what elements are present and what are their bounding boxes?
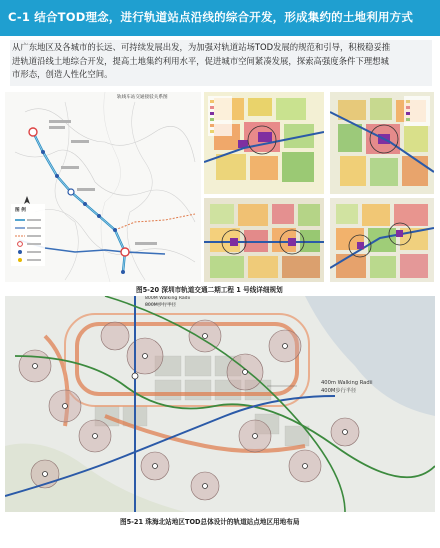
line-map-legend	[11, 204, 45, 266]
figure2-caption: 图5-21 珠海北站地区TOD总体设计的轨道站点地区用地布局	[120, 518, 300, 526]
land-use-panel-4	[330, 198, 434, 282]
figure1-caption: 图5-20 深圳市轨道交通二期工程 1 号线详细规划	[136, 286, 283, 294]
land-use-map-2	[330, 92, 434, 194]
label-800m-en: 800M Walking Radii	[145, 296, 191, 301]
section-header	[0, 0, 440, 36]
land-use-map-4	[330, 198, 434, 282]
tod-design-map-image	[5, 296, 435, 512]
land-use-panel-2	[330, 92, 434, 194]
line-map-panel	[5, 92, 201, 282]
label-800m-cn: 800M步行半径	[145, 303, 177, 308]
section-title: C-1 结合TOD理念，进行轨道站点沿线的综合开发，形成集约的土地利用方式	[8, 10, 414, 24]
land-use-panel-3	[204, 198, 324, 282]
label-400m-cn: 400M步行半径	[321, 388, 357, 394]
line-map-title: 轨线车站交通接驳关系图	[117, 95, 168, 100]
intro-paragraph	[10, 40, 432, 86]
line-map-image	[5, 92, 201, 282]
intro-line-3: 市形态，创造人性化空间。	[12, 69, 113, 80]
land-use-map-3	[204, 198, 324, 282]
land-use-panel-1	[204, 92, 324, 194]
label-400m-en: 400m Walking Radii	[321, 380, 373, 386]
legend-title: 图 例	[15, 208, 26, 213]
intro-line-2: 进轨道沿线土地综合开发，提高土地集约利用水平，促进城市空间紧凑发展，探索高强度条件下理想城	[12, 55, 389, 66]
land-use-map-1	[204, 92, 324, 194]
tod-design-map	[5, 296, 435, 512]
intro-line-1: 从广东地区及各城市的长远、可持续发展出发，为加强对轨道站场TOD发展的规范和引导，积极稳妥推	[12, 42, 391, 52]
